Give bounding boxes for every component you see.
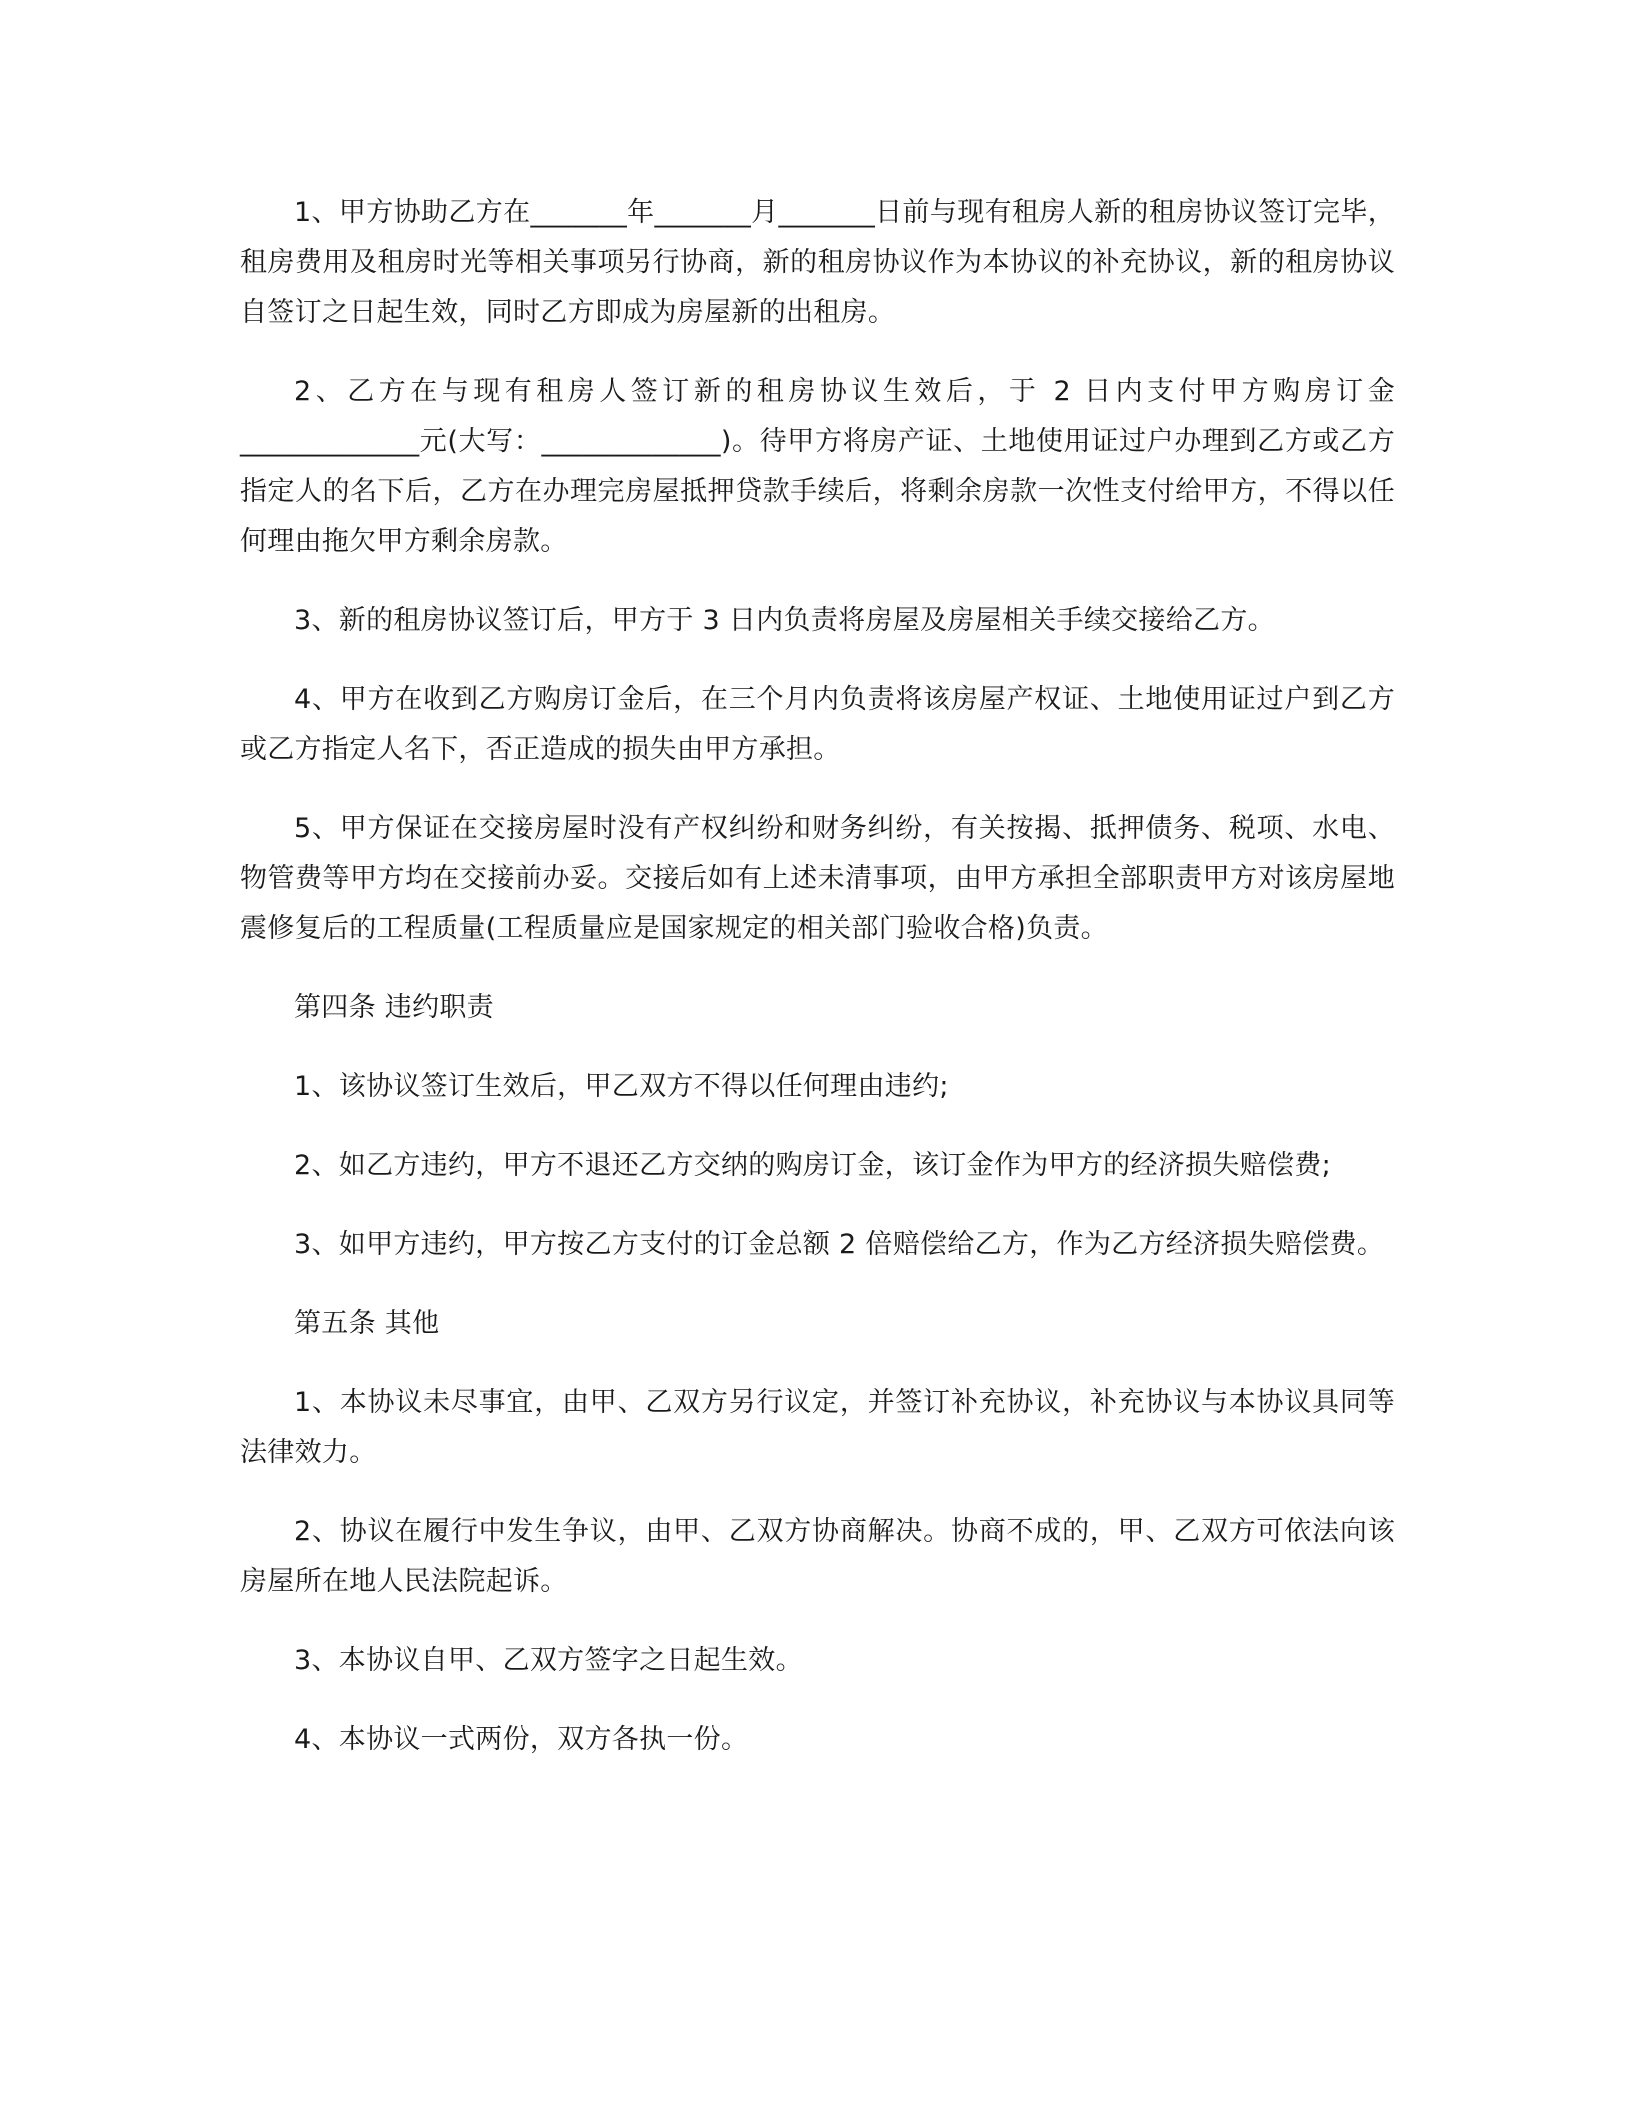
clause-4-3: 3、如甲方违约，甲方按乙方支付的订金总额 2 倍赔偿给乙方，作为乙方经济损失赔偿费。 [294, 1229, 1385, 1260]
clause-5-3: 3、本协议自甲、乙双方签字之日起生效。 [294, 1645, 803, 1676]
article-5-title: 第五条 其他 [294, 1308, 440, 1339]
clause-3-2: 2、乙方在与现有租房人签订新的租房协议生效后，于 2 日内支付甲方购房订金 _____________元(大写：_____________)。待甲方将房产证、土地使用证过户办理到乙方或乙方指定人的名下后，乙方在办理完房屋抵押贷款手续后，将剩余房款一次性支付给甲方，不得以任何理由拖欠甲方剩余房款。 [240, 376, 1395, 557]
clause-5-1: 1、本协议未尽事宜，由甲、乙双方另行议定，并签订补充协议，补充协议与本协议具同等法律效力。 [240, 1387, 1395, 1468]
clause-3-1: 1、甲方协助乙方在_______年_______月_______日前与现有租房人新的租房协议签订完毕，租房费用及租房时光等相关事项另行协商，新的租房协议作为本协议的补充协议，新的租房协议自签订之日起生效，同时乙方即成为房屋新的出租房。 [240, 197, 1395, 328]
clause-5-2: 2、协议在履行中发生争议，由甲、乙双方协商解决。协商不成的，甲、乙双方可依法向该房屋所在地人民法院起诉。 [240, 1516, 1395, 1597]
document-body [240, 188, 1395, 1794]
clause-3-5: 5、甲方保证在交接房屋时没有产权纠纷和财务纠纷，有关按揭、抵押债务、税项、水电、物管费等甲方均在交接前办妥。交接后如有上述未清事项，由甲方承担全部职责甲方对该房屋地震修复后的工程质量(工程质量应是国家规定的相关部门验收合格)负责。 [240, 813, 1395, 944]
clause-5-4: 4、本协议一式两份，双方各执一份。 [294, 1724, 749, 1755]
clause-4-2: 2、如乙方违约，甲方不退还乙方交纳的购房订金，该订金作为甲方的经济损失赔偿费; [294, 1150, 1331, 1181]
clause-4-1: 1、该协议签订生效后，甲乙双方不得以任何理由违约; [294, 1071, 949, 1102]
clause-3-4: 4、甲方在收到乙方购房订金后，在三个月内负责将该房屋产权证、土地使用证过户到乙方或乙方指定人名下，否正造成的损失由甲方承担。 [240, 684, 1395, 765]
article-4-title: 第四条 违约职责 [294, 992, 494, 1023]
clause-3-3: 3、新的租房协议签订后，甲方于 3 日内负责将房屋及房屋相关手续交接给乙方。 [294, 605, 1275, 636]
